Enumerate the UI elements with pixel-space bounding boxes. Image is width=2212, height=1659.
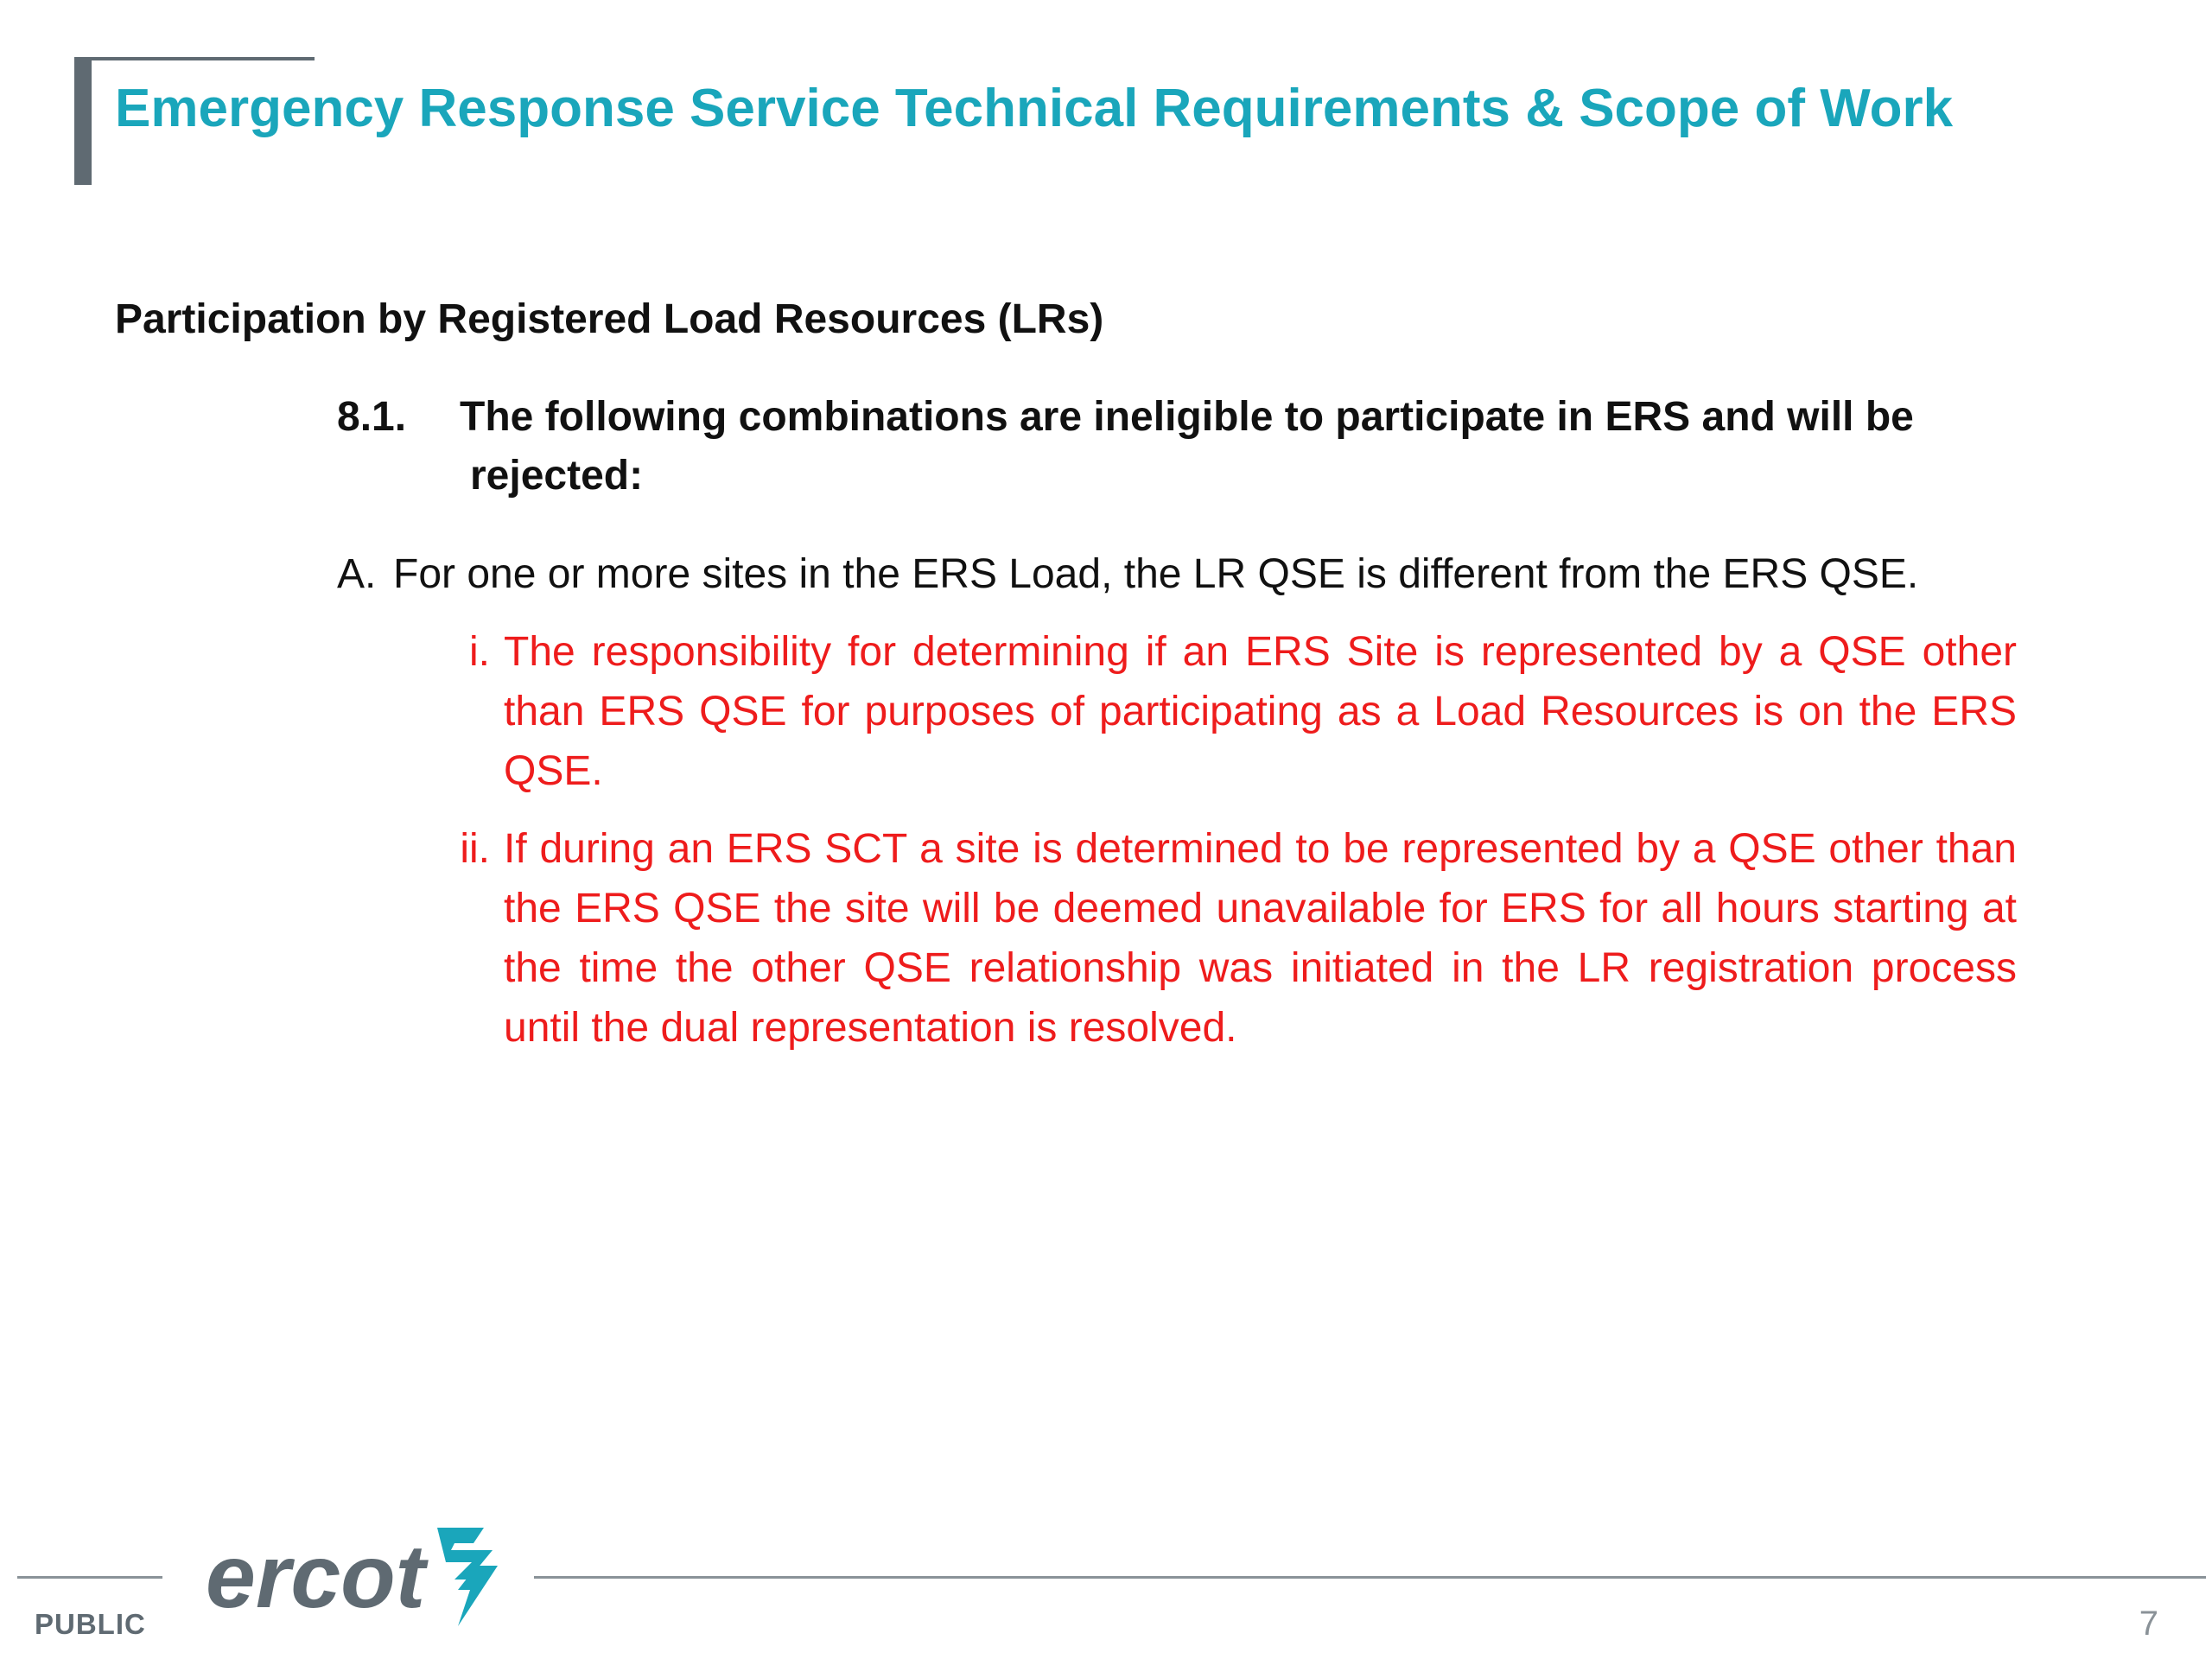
sub-item-a-text: For one or more sites in the ERS Load, the LR QSE is different from the ERS QSE. [393, 551, 1919, 597]
sub-item-ii-marker: ii. [460, 826, 490, 872]
item-number: 8.1. [337, 394, 407, 440]
sub-item-i-text: The responsibility for determining if an ERS Site is represented by a QSE other than ERS QSE for purposes of participating as a Load Resources is on the ERS QSE. [504, 629, 2017, 794]
title-accent-bar [74, 57, 92, 185]
sub-item-ii-text: If during an ERS SCT a site is determined to be represented by a QSE other than the ERS QSE the site will be deemed unavailable for ERS for all hours starting at the time the other QSE relationship was initiated in the LR registration process until the dual representation is resolved. [504, 826, 2017, 1051]
item-text-line2: rejected: [470, 453, 644, 499]
page-number: 7 [2139, 1605, 2158, 1643]
title-accent-rule [74, 57, 315, 60]
ercot-logo-graphic [199, 1521, 518, 1633]
classification-label: PUBLIC [35, 1608, 146, 1640]
footer-divider-left [17, 1576, 162, 1579]
section-subheading: Participation by Registered Load Resources (LRs) [115, 296, 1104, 342]
slide-title: Emergency Response Service Technical Requirements & Scope of Work [115, 79, 1954, 138]
sub-item-i-marker: i. [469, 629, 490, 675]
sub-item-a-marker: A. [337, 551, 377, 597]
ercot-logo [199, 1521, 518, 1633]
footer-divider-right [534, 1576, 2206, 1579]
ercot-logo-text: ercot [206, 1527, 426, 1627]
ercot-bolt-logo-icon [437, 1528, 498, 1626]
item-text-line1: The following combinations are ineligible to participate in ERS and will be [460, 394, 1914, 440]
item-text [460, 388, 2017, 505]
